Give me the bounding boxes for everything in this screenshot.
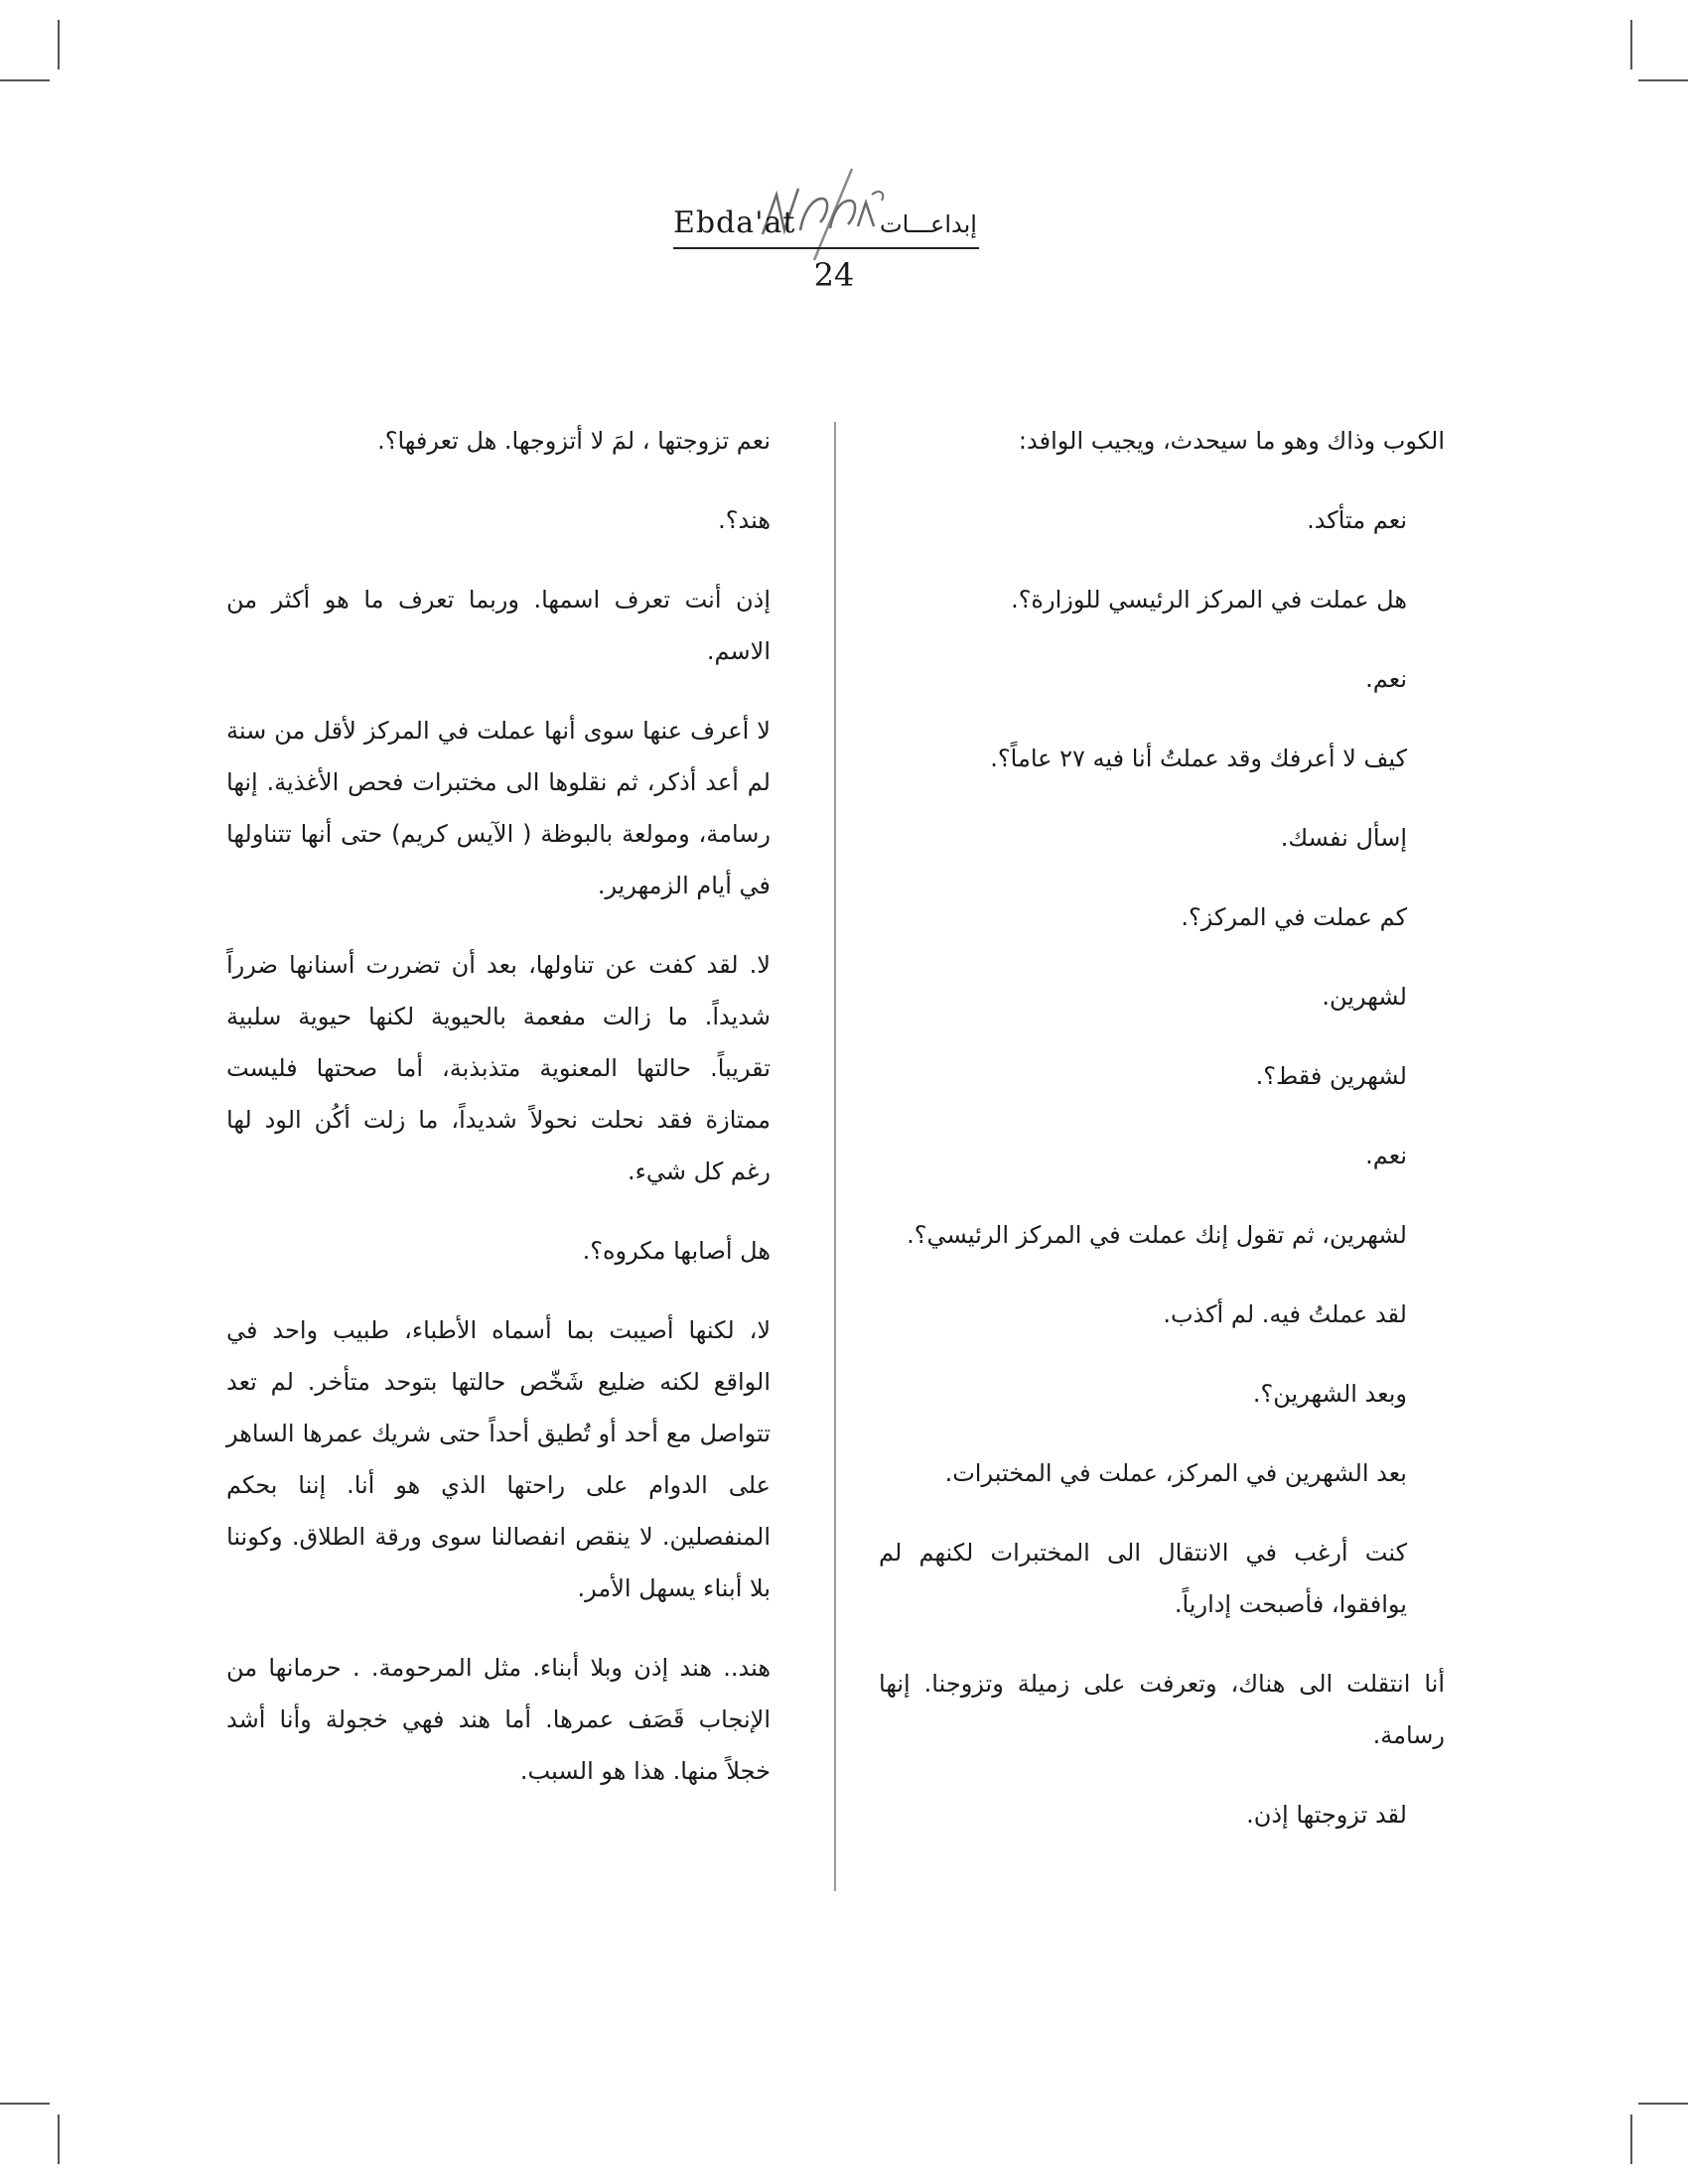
latin-title: Ebda'at <box>673 205 796 240</box>
page-number: 24 <box>813 256 855 294</box>
paragraph: هل أصابها مكروه؟. <box>582 1237 771 1265</box>
paragraph: نعم متأكد. <box>1307 506 1407 534</box>
paragraph: كم عملت في المركز؟. <box>1181 903 1407 931</box>
paragraph: كيف لا أعرفك وقد عملتُ أنا فيه ٢٧ عاماً؟. <box>990 745 1407 772</box>
paragraph: الكوب وذاك وهو ما سيحدث، ويجيب الوافد: <box>1018 427 1445 455</box>
paragraph: هند؟. <box>718 506 771 534</box>
paragraph: إسأل نفسك. <box>1280 824 1407 852</box>
paragraph: لا، لكنها أصيبت بما أسماه الأطباء، طبيب واحد في الواقع لكنه ضليع شَخّص حالتها بتوحد متأخر. لم تعد تتواصل مع أحد أو تُطيق أحداً حتى شريك عمرها الساهر على الدوام على راحتها الذي هو أنا. إننا بحكم المنفصلين. لا ينقص انفصالنا سوى ورقة الطلاق. وكوننا بلا أبناء يسهل الأمر. <box>226 1316 771 1602</box>
paragraph: بعد الشهرين في المركز، عملت في المختبرات. <box>944 1459 1407 1487</box>
paragraph: هند.. هند إذن وبلا أبناء. مثل المرحومة. . حرمانها من الإنجاب قَصَف عمرها. أما هند فهي خجولة وأنا أشد خجلاً منها. هذا هو السبب. <box>226 1654 771 1785</box>
paragraph: لا. لقد كفت عن تناولها، بعد أن تضررت أسنانها ضرراً شديداً. ما زالت مفعمة بالحيوية لكنها حيوية سلبية تقريباً. حالتها المعنوية متذبذبة، أما صحتها فليست ممتازة فقد نحلت نحولاً شديداً، ما زلت أكُن الود لها رغم كل شيء. <box>226 951 771 1185</box>
column-divider <box>834 422 836 1891</box>
crop-mark-top-left-vertical <box>58 20 60 69</box>
paragraph: نعم. <box>1365 665 1407 693</box>
paragraph: لشهرين. <box>1322 983 1407 1011</box>
paragraph: لشهرين، ثم تقول إنك عملت في المركز الرئيسي؟. <box>907 1221 1407 1249</box>
right-column <box>879 415 1445 1868</box>
crop-mark-top-left-horizontal <box>0 79 50 81</box>
paragraph: لقد عملتُ فيه. لم أكذب. <box>1163 1300 1407 1328</box>
left-column <box>226 415 808 1825</box>
crop-mark-bottom-right-vertical <box>1630 2115 1632 2164</box>
paragraph: أنا انتقلت الى هناك، وتعرفت على زميلة وتزوجنا. إنها رسامة. <box>879 1670 1445 1749</box>
paragraph: لا أعرف عنها سوى أنها عملت في المركز لأقل من سنة لم أعد أذكر، ثم نقلوها الى مختبرات فحص الأغذية. إنها رسامة، ومولعة بالبوظة ( الآيس كريم) حتى أنها تتناولها في أيام الزمهرير. <box>226 717 771 899</box>
paragraph: لقد تزوجتها إذن. <box>1246 1801 1407 1829</box>
paragraph: وبعد الشهرين؟. <box>1252 1380 1407 1408</box>
paragraph: هل عملت في المركز الرئيسي للوزارة؟. <box>1011 586 1407 614</box>
crop-mark-top-right-vertical <box>1630 20 1632 69</box>
page-header <box>655 179 1013 298</box>
paragraph: نعم تزوجتها ، لمَ لا أتزوجها. هل تعرفها؟. <box>377 427 771 455</box>
crop-mark-bottom-left-horizontal <box>0 2103 50 2105</box>
crop-mark-bottom-right-horizontal <box>1638 2103 1688 2105</box>
header-rule <box>673 247 979 249</box>
crop-mark-bottom-left-vertical <box>58 2115 60 2164</box>
paragraph: كنت أرغب في الانتقال الى المختبرات لكنهم لم يوافقوا، فأصبحت إدارياً. <box>879 1539 1407 1618</box>
crop-mark-top-right-horizontal <box>1638 79 1688 81</box>
paragraph: لشهرين فقط؟. <box>1255 1062 1407 1090</box>
paragraph: إذن أنت تعرف اسمها. وربما تعرف ما هو أكثر من الاسم. <box>226 586 771 665</box>
arabic-title: إبداعـــات <box>880 210 977 238</box>
paragraph: نعم. <box>1365 1142 1407 1169</box>
